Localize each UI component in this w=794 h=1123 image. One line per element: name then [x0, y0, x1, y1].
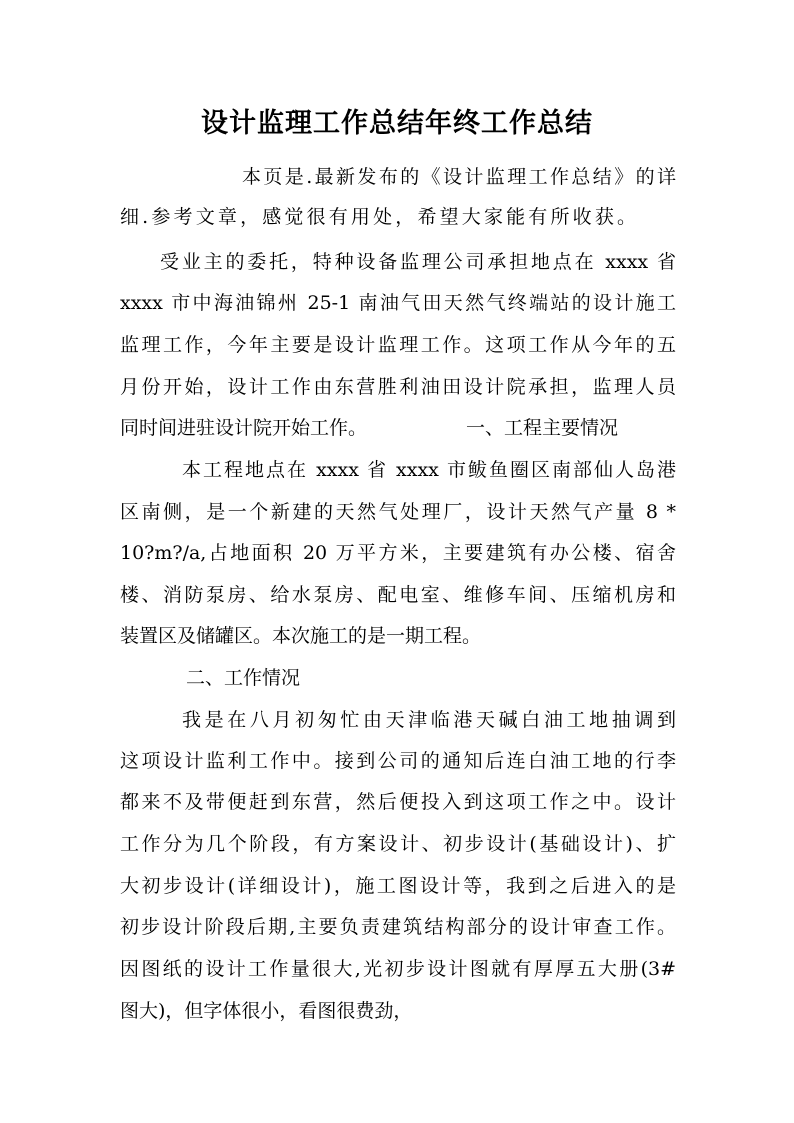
text-line: 都来不及带便赶到东营，然后便投入到这项工作之中。设计 [120, 791, 676, 813]
text-line: 同时间进驻设计院开始工作。 [120, 417, 368, 439]
text-line: 监理工作，今年主要是设计监理工作。这项工作从今年的五 [120, 334, 676, 356]
text-line: 本页是.最新发布的《设计监理工作总结》的详 [242, 166, 676, 188]
text-line: 月份开始，设计工作由东营胜利油田设计院承担，监理人员 [120, 376, 676, 398]
text-line: 本工程地点在 xxxx 省 xxxx 市鲅鱼圈区南部仙人岛港 [182, 459, 676, 481]
text-line: 大初步设计(详细设计)，施工图设计等，我到之后进入的是 [120, 875, 676, 897]
document-title: 设计监理工作总结年终工作总结 [201, 108, 593, 139]
text-line: 10?m?/a,占地面积 20 万平方米，主要建筑有办公楼、宿舍 [120, 542, 676, 564]
text-line: 工作分为几个阶段，有方案设计、初步设计(基础设计)、扩 [120, 833, 676, 855]
text-line: 区南侧，是一个新建的天然气处理厂，设计天然气产量 8 * [120, 501, 676, 523]
text-line: 装置区及储罐区。本次施工的是一期工程。 [120, 625, 482, 647]
text-line: 图大)，但字体很小，看图很费劲， [120, 1000, 413, 1022]
text-line: 初步设计阶段后期,主要负责建筑结构部分的设计审查工作。 [120, 916, 676, 938]
text-line: 受业主的委托，特种设备监理公司承担地点在 xxxx 省 [160, 251, 676, 273]
text-line: xxxx 市中海油锦州 25-1 南油气田天然气终端站的设计施工 [120, 292, 676, 314]
text-line: 这项设计监利工作中。接到公司的通知后连白油工地的行李 [120, 750, 676, 772]
text-line: 细.参考文章，感觉很有用处，希望大家能有所收获。 [120, 206, 636, 228]
section-heading: 二、工作情况 [186, 667, 301, 689]
text-line: 因图纸的设计工作量很大,光初步设计图就有厚厚五大册(3# [120, 958, 676, 980]
section-heading: 一、工程主要情况 [466, 417, 619, 439]
text-line: 我是在八月初匆忙由天津临港天碱白油工地抽调到 [182, 709, 676, 731]
text-line: 楼、消防泵房、给水泵房、配电室、维修车间、压缩机房和 [120, 584, 676, 606]
